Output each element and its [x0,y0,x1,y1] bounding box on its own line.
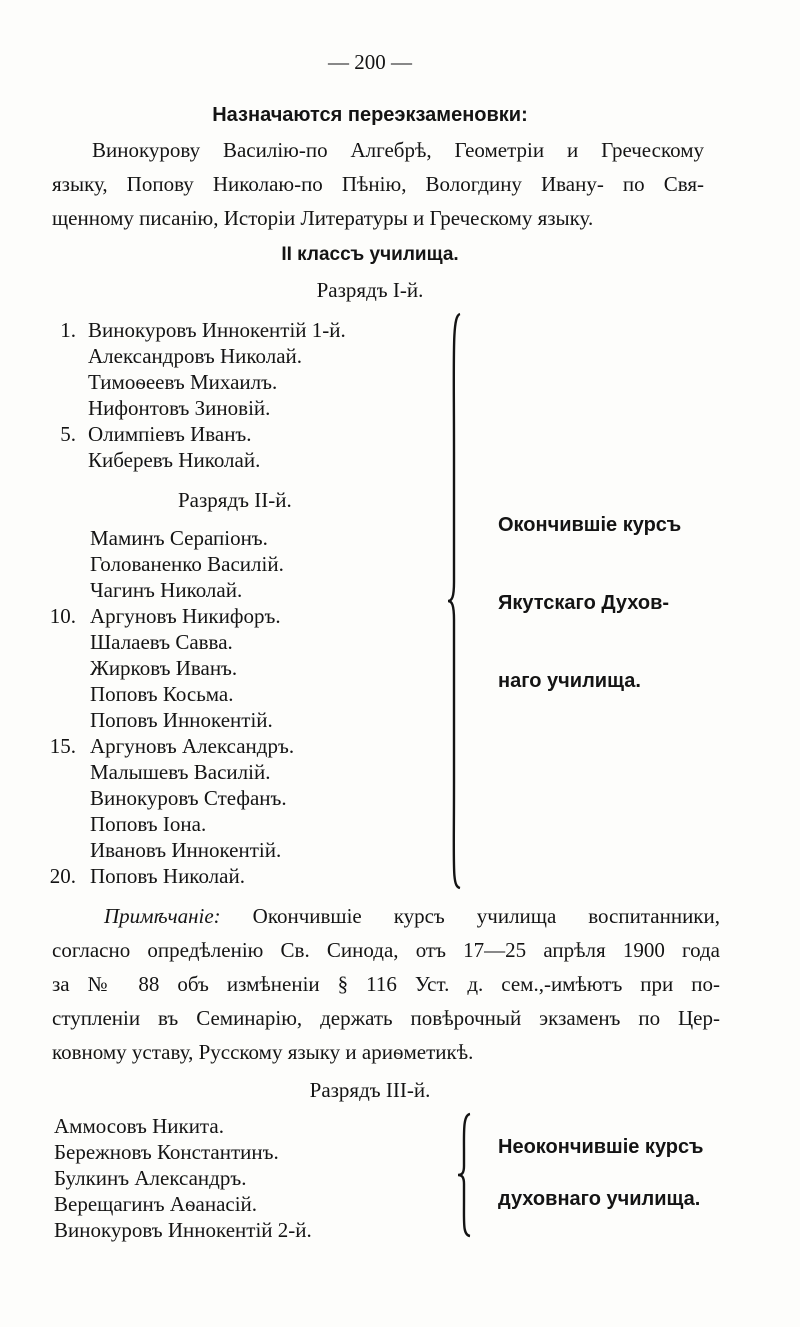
not-graduated-note-line-1: Неокончившіе курсъ [498,1136,704,1158]
graduated-note-line-1: Окончившіе курсъ [498,514,682,536]
rank2-num-9: 15. [49,734,76,758]
rank1-student-1: Винокуровъ Иннокентій 1-й. [88,318,346,342]
rank1-num-5: 5. [60,422,76,446]
rank3-student-3: Булкинъ Александръ. [54,1166,247,1190]
rank1-title: Разрядъ I-й. [316,278,424,302]
rank1-student-6: Киберевъ Николай. [88,448,261,472]
class-title: II классъ училища. [281,244,459,265]
remark-line-2: согласно опредѣленію Св. Синода, отъ 17—25 апрѣля 1900 года [52,938,720,962]
rank2-student-1: Маминъ Серапіонъ. [90,526,268,550]
rank3-student-4: Верещагинъ Аѳанасій. [54,1192,258,1216]
rank2-student-14: Поповъ Николай. [90,864,245,888]
reexam-line-2: языку, Попову Николаю-по Пѣнію, Вологдину Ивану- по Свя- [52,172,704,196]
rank2-student-3: Чагинъ Николай. [90,578,243,602]
rank1-student-4: Нифонтовъ Зиновій. [88,396,271,420]
rank2-student-7: Поповъ Косьма. [90,682,234,706]
rank2-student-8: Поповъ Иннокентій. [90,708,273,732]
rank3-student-5: Винокуровъ Иннокентій 2-й. [54,1218,312,1242]
rank2-student-10: Малышевъ Василій. [90,760,271,784]
rank3-title: Разрядъ III-й. [309,1078,431,1102]
remark-line-5: ковному уставу, Русскому языку и ариѳметикѣ. [52,1040,474,1064]
rank2-student-6: Жирковъ Иванъ. [90,656,238,680]
rank1-student-3: Тимоѳеевъ Михаилъ. [88,370,278,394]
not-graduated-note-line-2: духовнаго училища. [498,1188,701,1210]
rank2-title: Разрядъ II-й. [178,488,292,512]
rank3-student-1: Аммосовъ Никита. [54,1114,224,1138]
rank2-student-9: Аргуновъ Александръ. [90,734,295,758]
rank2-student-13: Ивановъ Иннокентій. [90,838,282,862]
graduated-brace [446,312,470,890]
reexam-heading: Назначаются переэкзаменовки: [212,104,528,126]
not-graduated-brace [456,1112,478,1238]
rank2-student-4: Аргуновъ Никифоръ. [90,604,281,628]
reexam-line-3: щенному писанію, Исторіи Литературы и Греческому языку. [52,206,594,230]
remark-line-1 [104,904,720,929]
rank2-student-5: Шалаевъ Савва. [90,630,233,654]
remark-line-4: ступленіи въ Семинарію, держать повѣрочный экзаменъ по Цер- [52,1006,720,1030]
graduated-note-line-3: наго училища. [498,670,641,692]
remark-label: Примѣчаніе: [104,904,221,928]
rank2-num-14: 20. [49,864,76,888]
rank3-student-2: Бережновъ Константинъ. [54,1140,279,1164]
remark-line-3: за № 88 объ измѣненіи § 116 Уст. д. сем.,-имѣютъ при по- [52,972,720,996]
rank2-student-12: Поповъ Іона. [90,812,207,836]
rank2-num-4: 10. [49,604,76,628]
rank1-student-5: Олимпіевъ Иванъ. [88,422,252,446]
graduated-note-line-2: Якутскаго Духов- [498,592,670,614]
reexam-line-1: Винокурову Василію-по Алгебрѣ, Геометріи и Греческому [92,138,704,162]
remark-first-rest: Окончившіе курсъ училища воспитанники, [252,904,721,928]
rank2-student-11: Винокуровъ Стефанъ. [90,786,287,810]
rank1-num-1: 1. [60,318,76,342]
rank2-student-2: Голованенко Василій. [90,552,284,576]
page-number: — 200 — [328,50,412,74]
rank1-student-2: Александровъ Николай. [88,344,303,368]
